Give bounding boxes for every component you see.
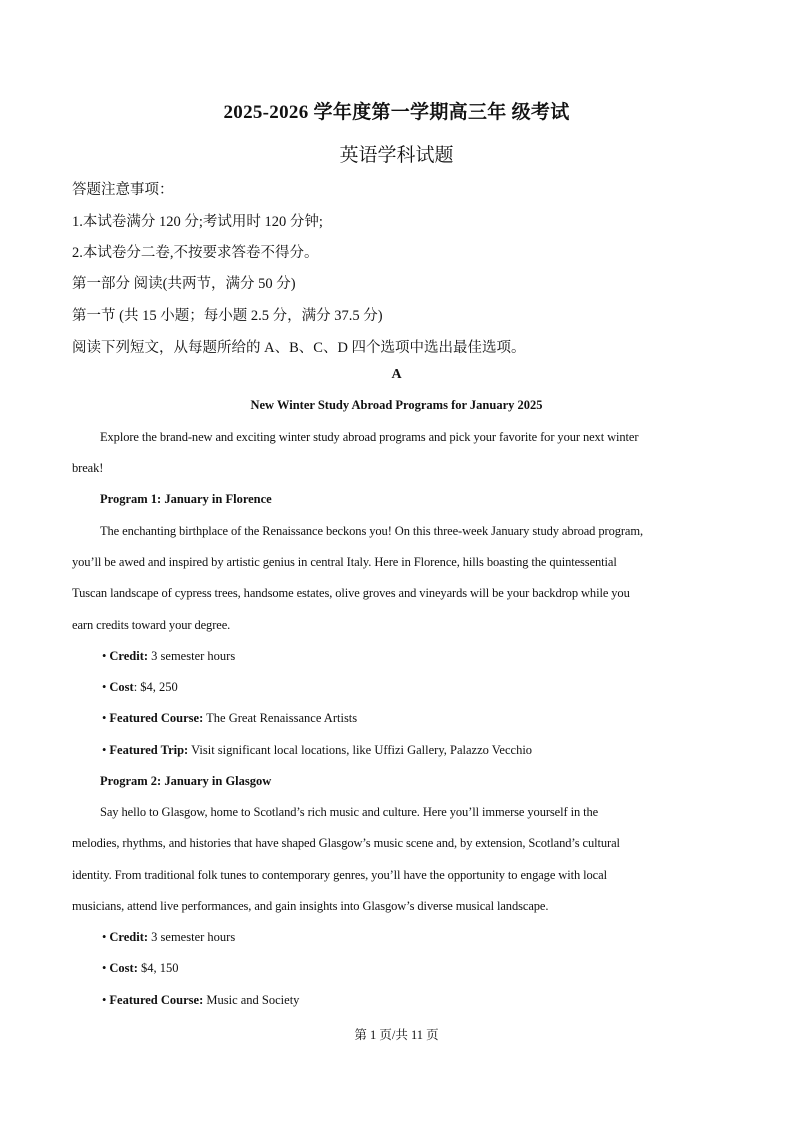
program-2-cost bbox=[102, 961, 178, 976]
program-1-credit bbox=[102, 649, 235, 664]
credit-label: Credit: bbox=[109, 930, 149, 944]
program-1-trip bbox=[102, 743, 532, 758]
notes-item-1: 1.本试卷满分 120 分;考试用时 120 分钟; bbox=[72, 214, 323, 230]
bullet-icon: • bbox=[102, 680, 107, 694]
cost-label: Cost bbox=[109, 680, 134, 694]
bullet-icon: • bbox=[102, 961, 107, 975]
course-value: The Great Renaissance Artists bbox=[203, 711, 358, 725]
program-2-text: musicians, attend live performances, and gain insights into Glasgow’s diverse musical landscape. bbox=[72, 899, 549, 913]
bullet-icon: • bbox=[102, 930, 107, 944]
bullet-icon: • bbox=[102, 993, 107, 1007]
program-2-text: melodies, rhythms, and histories that have shaped Glasgow’s music scene and, by extension, Scotland’s cultural bbox=[72, 836, 620, 850]
credit-value: 3 semester hours bbox=[148, 649, 236, 663]
notes-item-2: 2.本试卷分二卷,不按要求答卷不得分。 bbox=[72, 245, 319, 261]
course-label: Featured Course: bbox=[109, 711, 204, 725]
program-2-text: Say hello to Glasgow, home to Scotland’s rich music and culture. Here you’ll immerse yourself in the bbox=[100, 805, 599, 819]
program-2-course bbox=[102, 993, 299, 1008]
intro-line: Explore the brand-new and exciting winter study abroad programs and pick your favorite for your next winter bbox=[100, 430, 639, 444]
part-heading: 第一部分 阅读(共两节，满分 50 分) bbox=[72, 276, 296, 292]
intro-line: break! bbox=[72, 461, 104, 475]
credit-label: Credit: bbox=[109, 649, 149, 663]
program-1-cost bbox=[102, 680, 178, 695]
course-label: Featured Course: bbox=[109, 993, 204, 1007]
section-heading: 第一节 (共 15 小题；每小题 2.5 分，满分 37.5 分) bbox=[72, 308, 383, 324]
trip-label: Featured Trip: bbox=[109, 743, 189, 757]
credit-value: 3 semester hours bbox=[148, 930, 236, 944]
exam-title: 2025-2026 学年度第一学期高三年 级考试 bbox=[223, 102, 570, 123]
exam-subtitle: 英语学科试题 bbox=[339, 145, 454, 166]
program-1-text: The enchanting birthplace of the Renaissance beckons you! On this three-week January study abroad program, bbox=[100, 524, 644, 538]
cost-label: Cost: bbox=[109, 961, 138, 975]
program-1-course bbox=[102, 711, 357, 726]
bullet-icon: • bbox=[102, 711, 107, 725]
course-value: Music and Society bbox=[203, 993, 300, 1007]
notes-heading: 答题注意事项： bbox=[72, 182, 174, 198]
program-1-text: earn credits toward your degree. bbox=[72, 618, 231, 632]
program-1-text: you’ll be awed and inspired by artistic genius in central Italy. Here in Florence, hills boasting the quintessential bbox=[72, 555, 617, 569]
cost-value: : $4, 250 bbox=[133, 680, 178, 694]
passage-title: New Winter Study Abroad Programs for January 2025 bbox=[250, 398, 543, 412]
program-1-title: Program 1: January in Florence bbox=[100, 492, 272, 506]
program-2-credit bbox=[102, 930, 235, 945]
passage-label: A bbox=[391, 367, 402, 382]
bullet-icon: • bbox=[102, 743, 107, 757]
trip-value: Visit significant local locations, like Uffizi Gallery, Palazzo Vecchio bbox=[188, 743, 533, 757]
program-2-title: Program 2: January in Glasgow bbox=[100, 774, 272, 788]
program-1-text: Tuscan landscape of cypress trees, handsome estates, olive groves and vineyards will be your backdrop while you bbox=[72, 586, 630, 600]
page-number: 第 1 页/共 11 页 bbox=[354, 1028, 439, 1042]
program-2-text: identity. From traditional folk tunes to contemporary genres, you’ll have the opportunity to engage with local bbox=[72, 868, 607, 882]
bullet-icon: • bbox=[102, 649, 107, 663]
instructions: 阅读下列短文，从每题所给的 A、B、C、D 四个选项中选出最佳选项。 bbox=[72, 340, 526, 356]
cost-value: $4, 150 bbox=[137, 961, 179, 975]
